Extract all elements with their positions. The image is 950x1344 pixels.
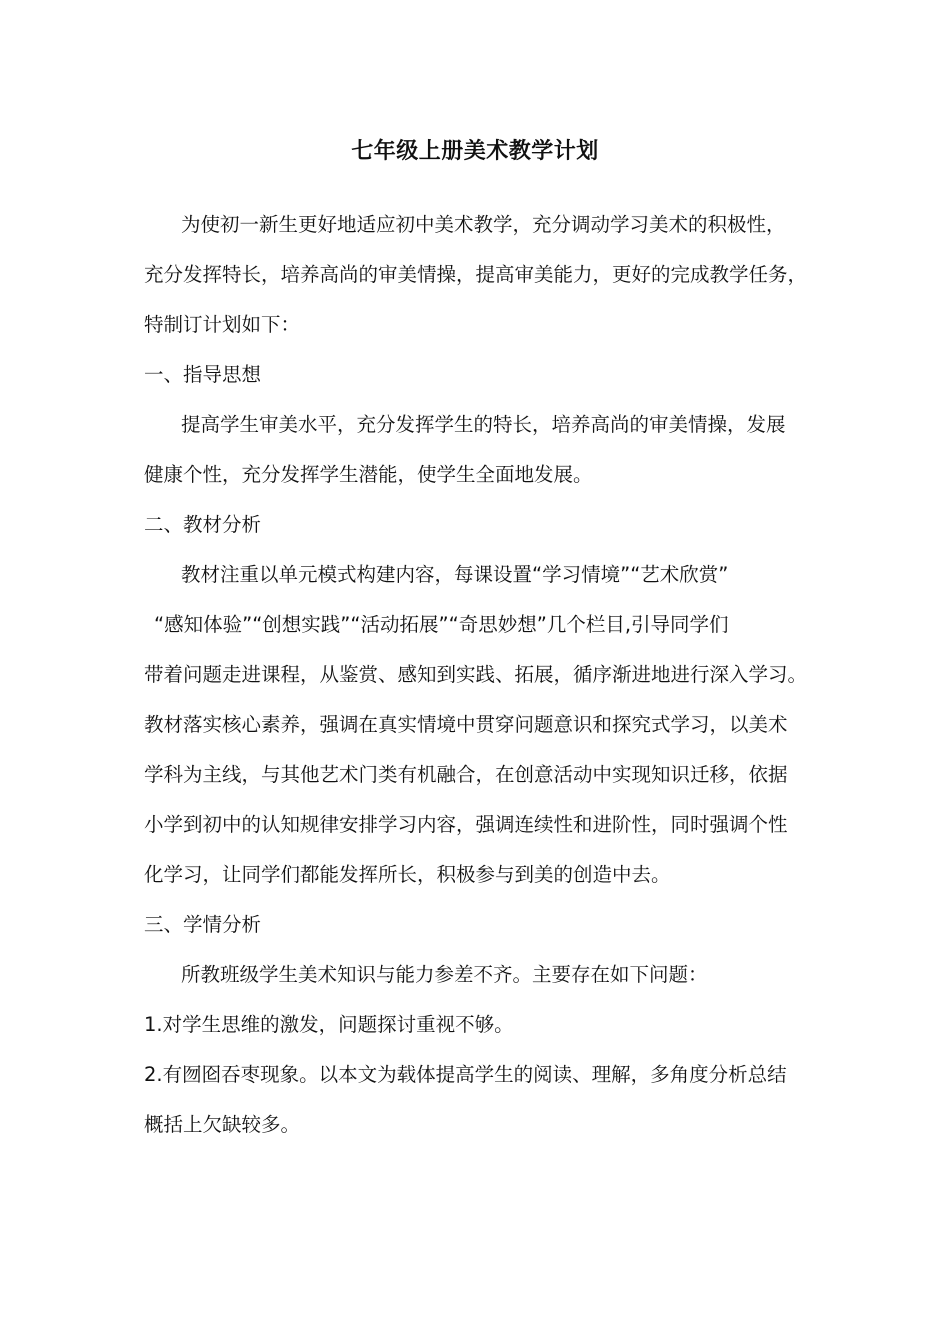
paragraph-line: 健康个性，充分发挥学生潜能，使学生全面地发展。	[144, 463, 593, 486]
paragraph-line: 充分发挥特长，培养高尚的审美情操，提高审美能力，更好的完成教学任务，	[144, 263, 808, 286]
paragraph-line: 概括上欠缺较多。	[144, 1113, 301, 1136]
paragraph-line: 特制订计划如下：	[144, 313, 301, 336]
paragraph-line: 学科为主线，与其他艺术门类有机融合，在创意活动中实现知识迁移，依据	[144, 763, 788, 786]
page-title: 七年级上册美术教学计划	[351, 139, 599, 164]
paragraph-line: 教材注重以单元模式构建内容，每课设置“学习情境”“艺术欣赏”	[181, 563, 729, 586]
paragraph-line: 为使初一新生更好地适应初中美术教学，充分调动学习美术的积极性，	[181, 213, 786, 236]
paragraph-line: 所教班级学生美术知识与能力参差不齐。主要存在如下问题：	[181, 963, 708, 986]
section-heading-student-analysis: 三、学情分析	[144, 913, 262, 936]
paragraph-line: 带着问题走进课程，从鉴赏、感知到实践、拓展，循序渐进地进行深入学习。	[144, 663, 808, 686]
paragraph-line: 化学习，让同学们都能发挥所长，积极参与到美的创造中去。	[144, 863, 671, 886]
list-item: 2.有囫囵吞枣现象。以本文为载体提高学生的阅读、理解，多角度分析总结	[144, 1063, 787, 1086]
section-heading-guiding-ideology: 一、指导思想	[144, 363, 262, 386]
section-heading-textbook-analysis: 二、教材分析	[144, 513, 262, 536]
paragraph-line: 教材落实核心素养，强调在真实情境中贯穿问题意识和探究式学习，以美术	[144, 713, 788, 736]
paragraph-line: 提高学生审美水平，充分发挥学生的特长，培养高尚的审美情操，发展	[181, 413, 786, 436]
paragraph-line: 小学到初中的认知规律安排学习内容，强调连续性和进阶性，同时强调个性	[144, 813, 788, 836]
paragraph-line: “感知体验”“创想实践”“活动拓展”“奇思妙想”几个栏目,引导同学们	[154, 613, 729, 636]
list-item: 1.对学生思维的激发，问题探讨重视不够。	[144, 1013, 514, 1036]
